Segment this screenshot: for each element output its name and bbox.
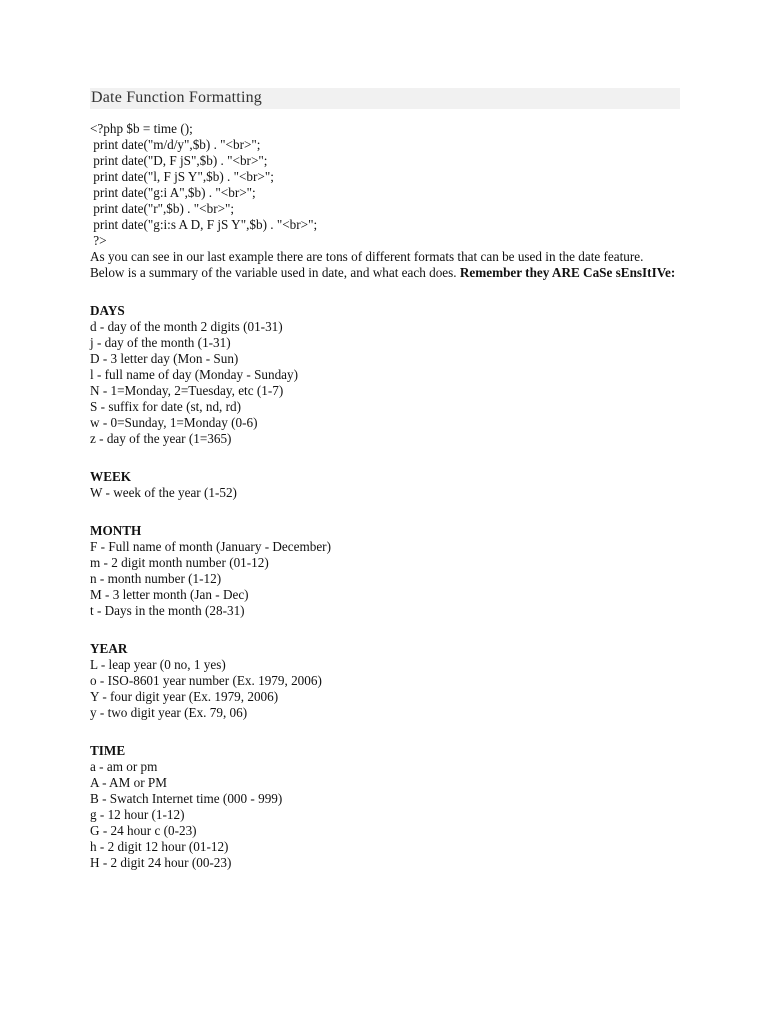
list-item: d - day of the month 2 digits (01-31) — [90, 319, 283, 334]
code-line: print date("l, F jS Y",$b) . "<br>"; — [90, 169, 274, 184]
section-heading: WEEK — [90, 469, 132, 484]
section-year — [90, 641, 680, 721]
list-item: l - full name of day (Monday - Sunday) — [90, 367, 299, 382]
list-item: h - 2 digit 12 hour (01-12) — [90, 839, 229, 854]
list-item: Y - four digit year (Ex. 1979, 2006) — [90, 689, 279, 704]
list-item: g - 12 hour (1-12) — [90, 807, 185, 822]
list-item: F - Full name of month (January - December) — [90, 539, 331, 554]
list-item: t - Days in the month (28-31) — [90, 603, 245, 618]
section-heading: MONTH — [90, 523, 142, 538]
list-item: j - day of the month (1-31) — [90, 335, 231, 350]
page-title: Date Function Formatting — [91, 89, 263, 106]
code-line: ?> — [90, 233, 107, 248]
code-line: print date("D, F jS",$b) . "<br>"; — [90, 153, 268, 168]
list-item: S - suffix for date (st, nd, rd) — [90, 399, 242, 414]
list-item: M - 3 letter month (Jan - Dec) — [90, 587, 249, 602]
list-item: w - 0=Sunday, 1=Monday (0-6) — [90, 415, 258, 430]
section-heading: DAYS — [90, 303, 125, 318]
code-line: print date("g:i:s A D, F jS Y",$b) . "<br>"; — [90, 217, 318, 232]
title-bar — [90, 88, 680, 109]
list-item: L - leap year (0 no, 1 yes) — [90, 657, 226, 672]
list-item: H - 2 digit 24 hour (00-23) — [90, 855, 232, 870]
code-line: print date("r",$b) . "<br>"; — [90, 201, 235, 216]
list-item: z - day of the year (1=365) — [90, 431, 232, 446]
list-item: o - ISO-8601 year number (Ex. 1979, 2006) — [90, 673, 322, 688]
list-item: y - two digit year (Ex. 79, 06) — [90, 705, 248, 720]
list-item: W - week of the year (1-52) — [90, 485, 237, 500]
section-days — [90, 303, 680, 447]
intro-paragraph — [90, 249, 680, 281]
section-heading: TIME — [90, 743, 126, 758]
list-item: m - 2 digit month number (01-12) — [90, 555, 269, 570]
code-line: print date("g:i A",$b) . "<br>"; — [90, 185, 256, 200]
list-item: N - 1=Monday, 2=Tuesday, etc (1-7) — [90, 383, 284, 398]
intro-bold-text: Remember they ARE CaSe sEnsItIVe: — [459, 265, 676, 280]
list-item: A - AM or PM — [90, 775, 167, 790]
format-reference — [90, 303, 680, 871]
list-item: G - 24 hour c (0-23) — [90, 823, 197, 838]
list-item: n - month number (1-12) — [90, 571, 222, 586]
list-item: a - am or pm — [90, 759, 158, 774]
section-heading: YEAR — [90, 641, 128, 656]
document-page — [90, 88, 680, 871]
section-time — [90, 743, 680, 871]
list-item: B - Swatch Internet time (000 - 999) — [90, 791, 283, 806]
code-line: print date("m/d/y",$b) . "<br>"; — [90, 137, 261, 152]
intro-text: As you can see in our last example there are tons of different formats that can be used in the date feature. Below is a summary of the variable used in date, and what each does. — [90, 249, 644, 280]
section-week — [90, 469, 680, 501]
section-month — [90, 523, 680, 619]
code-line: <?php $b = time (); — [90, 121, 193, 136]
code-block — [90, 121, 680, 249]
list-item: D - 3 letter day (Mon - Sun) — [90, 351, 239, 366]
